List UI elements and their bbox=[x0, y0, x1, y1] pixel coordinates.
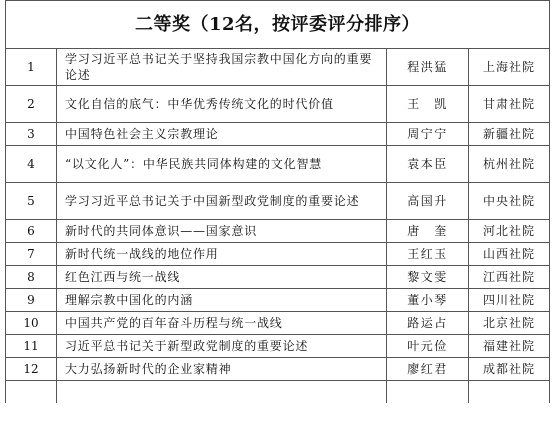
row-number: 7 bbox=[6, 243, 57, 266]
empty-cell bbox=[469, 381, 550, 404]
author-cell: 王红玉 bbox=[387, 243, 469, 266]
row-number: 2 bbox=[6, 86, 57, 123]
author-cell: 周宁宁 bbox=[387, 123, 469, 146]
row-number: 4 bbox=[6, 146, 57, 183]
row-number: 10 bbox=[6, 312, 57, 335]
institution-cell: 新疆社院 bbox=[469, 123, 550, 146]
row-number: 11 bbox=[6, 335, 57, 358]
institution-cell: 甘肃社院 bbox=[469, 86, 550, 123]
institution-cell: 江西社院 bbox=[469, 266, 550, 289]
institution-cell: 福建社院 bbox=[469, 335, 550, 358]
author-cell: 唐 奎 bbox=[387, 220, 469, 243]
table-row bbox=[6, 183, 550, 220]
author-cell: 袁本臣 bbox=[387, 146, 469, 183]
author-cell: 王 凯 bbox=[387, 86, 469, 123]
author-cell: 董小琴 bbox=[387, 289, 469, 312]
table-row bbox=[6, 123, 550, 146]
author-cell: 高国升 bbox=[387, 183, 469, 220]
table-row bbox=[6, 243, 550, 266]
author-cell: 路运占 bbox=[387, 312, 469, 335]
row-number: 6 bbox=[6, 220, 57, 243]
topic-cell: 红色江西与统一战线 bbox=[57, 266, 387, 289]
topic-cell: 习近平总书记关于新型政党制度的重要论述 bbox=[57, 335, 387, 358]
institution-cell: 山西社院 bbox=[469, 243, 550, 266]
institution-cell: 河北社院 bbox=[469, 220, 550, 243]
topic-cell: 中国共产党的百年奋斗历程与统一战线 bbox=[57, 312, 387, 335]
table-row bbox=[6, 266, 550, 289]
topic-cell: 学习习近平总书记关于坚持我国宗教中国化方向的重要论述 bbox=[57, 49, 387, 86]
topic-cell: “以文化人”：中华民族共同体构建的文化智慧 bbox=[57, 146, 387, 183]
empty-cell bbox=[387, 381, 469, 404]
row-number: 9 bbox=[6, 289, 57, 312]
topic-cell: 新时代的共同体意识——国家意识 bbox=[57, 220, 387, 243]
empty-cell bbox=[6, 381, 57, 404]
table-row-partial bbox=[6, 381, 550, 404]
row-number: 12 bbox=[6, 358, 57, 381]
author-cell: 黎文雯 bbox=[387, 266, 469, 289]
institution-cell: 北京社院 bbox=[469, 312, 550, 335]
table-row bbox=[6, 358, 550, 381]
topic-cell: 中国特色社会主义宗教理论 bbox=[57, 123, 387, 146]
institution-cell: 上海社院 bbox=[469, 49, 550, 86]
table-row bbox=[6, 312, 550, 335]
row-number: 1 bbox=[6, 49, 57, 86]
institution-cell: 杭州社院 bbox=[469, 146, 550, 183]
author-cell: 程洪猛 bbox=[387, 49, 469, 86]
table-row bbox=[6, 49, 550, 86]
author-cell: 叶元俭 bbox=[387, 335, 469, 358]
institution-cell: 中央社院 bbox=[469, 183, 550, 220]
row-number: 5 bbox=[6, 183, 57, 220]
topic-cell: 理解宗教中国化的内涵 bbox=[57, 289, 387, 312]
row-number: 3 bbox=[6, 123, 57, 146]
award-table bbox=[5, 0, 550, 403]
row-number: 8 bbox=[6, 266, 57, 289]
topic-cell: 大力弘扬新时代的企业家精神 bbox=[57, 358, 387, 381]
author-cell: 廖红君 bbox=[387, 358, 469, 381]
empty-cell bbox=[57, 381, 387, 404]
table-row bbox=[6, 289, 550, 312]
topic-cell: 文化自信的底气：中华优秀传统文化的时代价值 bbox=[57, 86, 387, 123]
institution-cell: 成都社院 bbox=[469, 358, 550, 381]
table-title: 二等奖（12名，按评委评分排序） bbox=[6, 1, 550, 49]
topic-cell: 学习习近平总书记关于中国新型政党制度的重要论述 bbox=[57, 183, 387, 220]
topic-cell: 新时代统一战线的地位作用 bbox=[57, 243, 387, 266]
table-row bbox=[6, 86, 550, 123]
table-row bbox=[6, 335, 550, 358]
institution-cell: 四川社院 bbox=[469, 289, 550, 312]
table-row bbox=[6, 220, 550, 243]
table-row bbox=[6, 146, 550, 183]
